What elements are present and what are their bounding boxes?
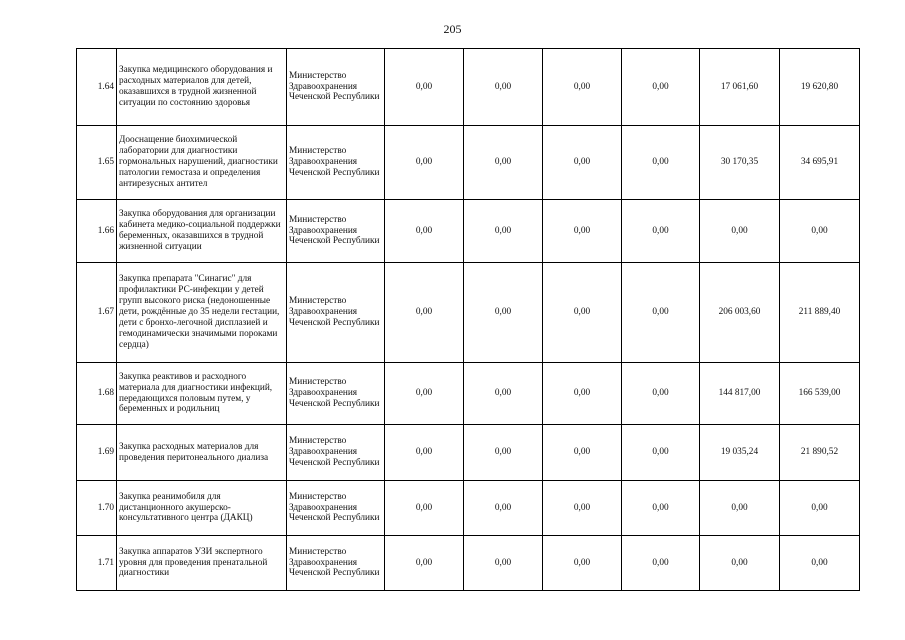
row-description: Закупка реактивов и расходного материала для диагностики инфекций, передающихся половым путем, у беременных и родильниц [117,363,287,425]
page-number: 205 [443,22,462,36]
table-row [77,126,860,200]
value-cell: 0,00 [464,536,543,591]
value-cell: 30 170,35 [700,126,780,200]
row-description: Закупка медицинского оборудования и расходных материалов для детей, оказавшихся в трудной жизненной ситуации по состоянию здоровья [117,49,287,126]
row-number: 1.65 [77,126,117,200]
value-cell: 0,00 [543,363,622,425]
table-row [77,263,860,363]
row-organization: Министерство Здравоохранения Чеченской Республики [287,481,385,536]
value-cell: 34 695,91 [780,126,860,200]
value-cell: 0,00 [385,200,464,263]
value-cell: 0,00 [622,263,700,363]
row-organization: Министерство Здравоохранения Чеченской Республики [287,126,385,200]
table-row [77,363,860,425]
row-organization: Министерство Здравоохранения Чеченской Республики [287,200,385,263]
row-number: 1.67 [77,263,117,363]
value-cell: 0,00 [700,200,780,263]
value-cell: 0,00 [780,536,860,591]
value-cell: 0,00 [385,363,464,425]
table-row [77,200,860,263]
value-cell: 0,00 [385,49,464,126]
value-cell: 0,00 [385,425,464,481]
value-cell: 0,00 [780,200,860,263]
row-number: 1.66 [77,200,117,263]
row-description: Закупка аппаратов УЗИ экспертного уровня для проведения пренатальной диагностики [117,536,287,591]
value-cell: 0,00 [700,481,780,536]
program-table [76,48,860,591]
value-cell: 0,00 [543,126,622,200]
value-cell: 21 890,52 [780,425,860,481]
value-cell: 0,00 [622,200,700,263]
value-cell: 144 817,00 [700,363,780,425]
value-cell: 0,00 [700,536,780,591]
row-description: Закупка препарата "Синагис" для профилактики РС-инфекции у детей групп высокого риска (недоношенные дети, рождённые до 35 недели гестации, дети с бронхо-легочной дисплазией и гемодинамически значимыми пороками сердца) [117,263,287,363]
value-cell: 0,00 [464,49,543,126]
value-cell: 0,00 [464,200,543,263]
row-organization: Министерство Здравоохранения Чеченской Республики [287,536,385,591]
value-cell: 0,00 [622,363,700,425]
value-cell: 19 620,80 [780,49,860,126]
value-cell: 0,00 [622,126,700,200]
row-description: Закупка расходных материалов для проведения перитонеального диализа [117,425,287,481]
value-cell: 0,00 [464,126,543,200]
value-cell: 19 035,24 [700,425,780,481]
table-row [77,536,860,591]
value-cell: 206 003,60 [700,263,780,363]
table-row [77,481,860,536]
value-cell: 0,00 [543,481,622,536]
value-cell: 211 889,40 [780,263,860,363]
value-cell: 0,00 [622,536,700,591]
table-row [77,49,860,126]
row-number: 1.68 [77,363,117,425]
value-cell: 0,00 [385,481,464,536]
value-cell: 0,00 [543,200,622,263]
value-cell: 0,00 [464,481,543,536]
value-cell: 0,00 [385,536,464,591]
row-number: 1.71 [77,536,117,591]
row-description: Закупка реанимобиля для дистанционного акушерско-консультативного центра (ДАКЦ) [117,481,287,536]
row-number: 1.64 [77,49,117,126]
value-cell: 0,00 [543,263,622,363]
row-number: 1.69 [77,425,117,481]
row-number: 1.70 [77,481,117,536]
value-cell: 17 061,60 [700,49,780,126]
value-cell: 0,00 [622,49,700,126]
value-cell: 0,00 [385,126,464,200]
value-cell: 0,00 [543,49,622,126]
value-cell: 0,00 [543,536,622,591]
value-cell: 0,00 [464,363,543,425]
value-cell: 0,00 [622,425,700,481]
row-organization: Министерство Здравоохранения Чеченской Республики [287,49,385,126]
row-organization: Министерство Здравоохранения Чеченской Республики [287,363,385,425]
value-cell: 0,00 [780,481,860,536]
row-organization: Министерство Здравоохранения Чеченской Республики [287,425,385,481]
row-description: Закупка оборудования для организации кабинета медико-социальной поддержки беременных, оказавшихся в трудной жизненной ситуации [117,200,287,263]
value-cell: 166 539,00 [780,363,860,425]
value-cell: 0,00 [622,481,700,536]
row-organization: Министерство Здравоохранения Чеченской Республики [287,263,385,363]
value-cell: 0,00 [543,425,622,481]
value-cell: 0,00 [385,263,464,363]
row-description: Дооснащение биохимической лаборатории для диагностики гормональных нарушений, диагностики патологии гемостаза и определения антирезусных антител [117,126,287,200]
value-cell: 0,00 [464,425,543,481]
table-row [77,425,860,481]
value-cell: 0,00 [464,263,543,363]
